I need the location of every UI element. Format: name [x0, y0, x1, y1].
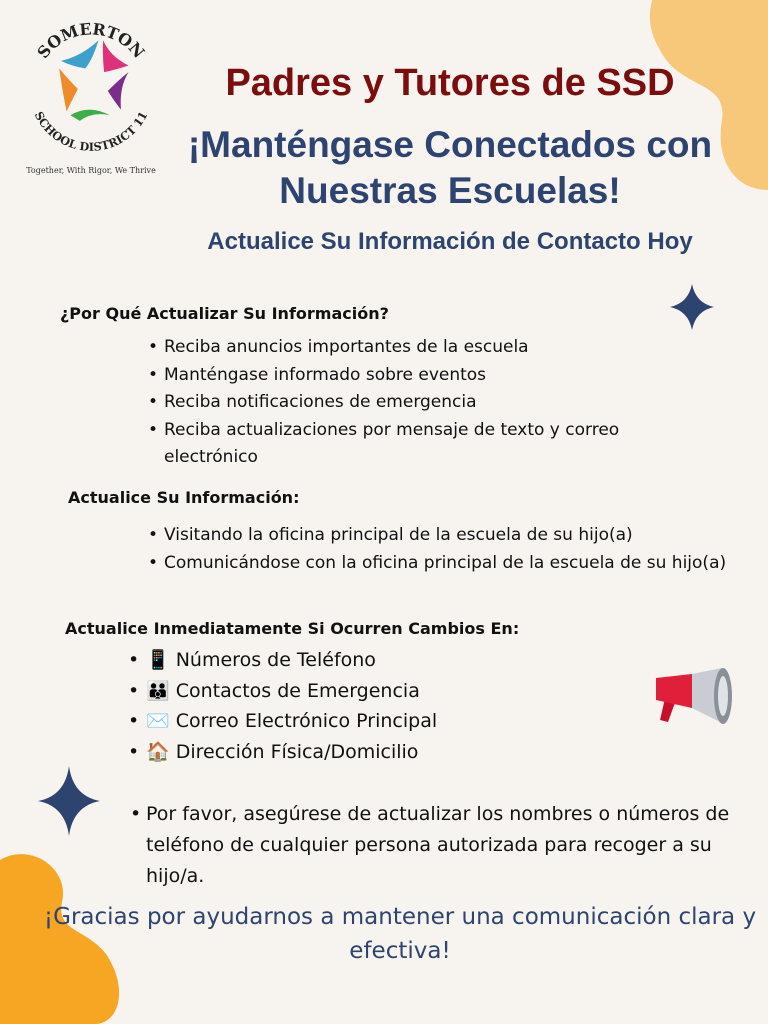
- list-item-address: [128, 737, 608, 768]
- megaphone-icon: [652, 664, 736, 730]
- item-label: Contactos de Emergencia: [175, 679, 420, 702]
- headline-line-2: Nuestras Escuelas!: [279, 170, 621, 211]
- phone-icon: 📱: [146, 649, 170, 671]
- list-item: • Visitando la oficina principal de la escuela de su hijo(a): [148, 522, 748, 550]
- sparkle-star-icon-bottom: [38, 766, 100, 836]
- why-list: [148, 334, 663, 472]
- changes-list: [128, 645, 608, 767]
- how-list: [148, 522, 748, 577]
- headline-line-1: ¡Manténgase Conectados con: [187, 124, 713, 165]
- envelope-icon: ✉️: [146, 710, 170, 732]
- page-title: Padres y Tutores de SSD: [225, 62, 675, 104]
- list-item: • Manténgase informado sobre eventos: [148, 362, 663, 390]
- svg-text:SOMERTON: SOMERTON: [33, 19, 149, 62]
- list-item: • Reciba notificaciones de emergencia: [148, 389, 663, 417]
- pickup-note: • Por favor, asegúrese de actualizar los nombres o números de teléfono de cualquier persona autorizada para recoger a su hijo/a.: [130, 799, 760, 892]
- headline: [150, 122, 750, 214]
- subtitle: Actualice Su Información de Contacto Hoy: [207, 228, 693, 255]
- family-icon: 👪: [146, 679, 170, 702]
- why-heading: ¿Por Qué Actualizar Su Información?: [60, 304, 389, 323]
- list-item-email: [128, 706, 608, 737]
- sparkle-star-icon: [670, 284, 714, 330]
- thanks-message: ¡Gracias por ayudarnos a mantener una comunicación clara y efectiva!: [43, 904, 757, 964]
- house-icon: 🏠: [146, 740, 170, 763]
- list-item: • Reciba anuncios importantes de la escuela: [148, 334, 663, 362]
- svg-text:SCHOOL DISTRICT 11: SCHOOL DISTRICT 11: [31, 109, 151, 155]
- logo-tagline: Together, With Rigor, We Thrive: [26, 166, 156, 175]
- item-label: Números de Teléfono: [175, 649, 376, 671]
- list-item: • Comunicándose con la oficina principal de la escuela de su hijo(a): [148, 550, 748, 578]
- list-item-phone: [128, 645, 608, 676]
- school-district-logo: [16, 14, 166, 164]
- changes-heading: Actualice Inmediatamente Si Ocurren Cambios En:: [65, 619, 520, 638]
- list-item-emergency-contacts: [128, 676, 608, 707]
- list-item: • Reciba actualizaciones por mensaje de texto y correo electrónico: [148, 417, 663, 472]
- item-label: Correo Electrónico Principal: [175, 710, 438, 732]
- item-label: Dirección Física/Domicilio: [175, 740, 419, 763]
- how-heading: Actualice Su Información:: [68, 488, 300, 507]
